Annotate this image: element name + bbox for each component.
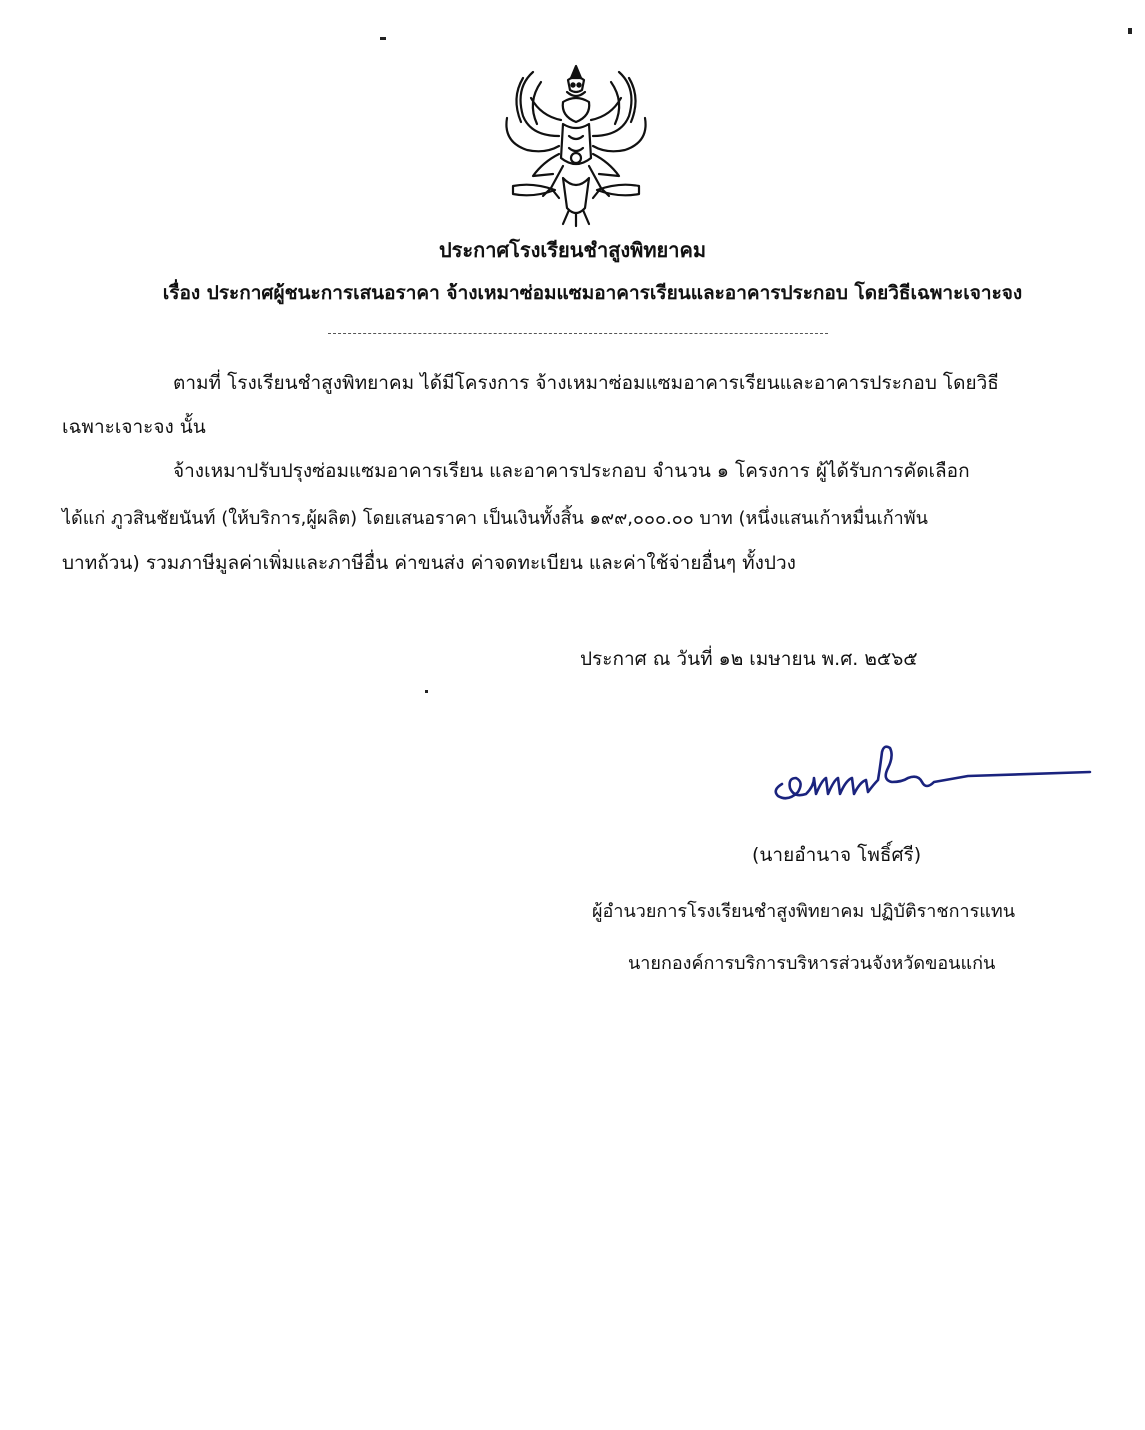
document-subject: เรื่อง ประกาศผู้ชนะการเสนอราคา จ้างเหมาซ่อมแซมอาคารเรียนและอาคารประกอบ โดยวิธีเฉพาะเจาะจง xyxy=(162,282,1023,304)
paragraph-2-line-1: จ้างเหมาปรับปรุงซ่อมแซมอาคารเรียน และอาคารประกอบ จำนวน ๑ โครงการ ผู้ได้รับการคัดเลือก xyxy=(173,460,970,482)
signer-position-line-1: ผู้อำนวยการโรงเรียนชำสูงพิทยาคม ปฏิบัติราชการแทน xyxy=(592,901,1016,922)
scan-speck xyxy=(380,37,386,40)
paragraph-1-line-2: เฉพาะเจาะจง นั้น xyxy=(62,416,206,438)
document-title: ประกาศโรงเรียนชำสูงพิทยาคม xyxy=(438,238,707,262)
paragraph-2-line-2: ได้แก่ ภูวสินชัยนันท์ (ให้บริการ,ผู้ผลิต) โดยเสนอราคา เป็นเงินทั้งสิ้น ๑๙๙,๐๐๐.๐๐ บาท (หนึ่งแสนเก้าหมื่นเก้าพัน xyxy=(62,508,928,529)
dashed-divider xyxy=(328,333,828,334)
announcement-date: ประกาศ ณ วันที่ ๑๒ เมษายน พ.ศ. ๒๕๖๕ xyxy=(580,648,918,670)
paragraph-1-line-1: ตามที่ โรงเรียนชำสูงพิทยาคม ได้มีโครงการ จ้างเหมาซ่อมแซมอาคารเรียนและอาคารประกอบ โดยวิธี xyxy=(173,372,999,394)
signer-name: (นายอำนาจ โพธิ์ศรี) xyxy=(752,844,922,866)
signer-position-line-2: นายกองค์การบริการบริหารส่วนจังหวัดขอนแก่น xyxy=(628,953,996,974)
garuda-emblem-icon xyxy=(493,58,659,228)
scan-speck xyxy=(1128,28,1132,34)
scan-speck xyxy=(425,690,428,693)
signature-icon xyxy=(768,738,1098,808)
paragraph-2-line-3: บาทถ้วน) รวมภาษีมูลค่าเพิ่มและภาษีอื่น ค่าขนส่ง ค่าจดทะเบียน และค่าใช้จ่ายอื่นๆ ทั้งปวง xyxy=(62,552,796,574)
